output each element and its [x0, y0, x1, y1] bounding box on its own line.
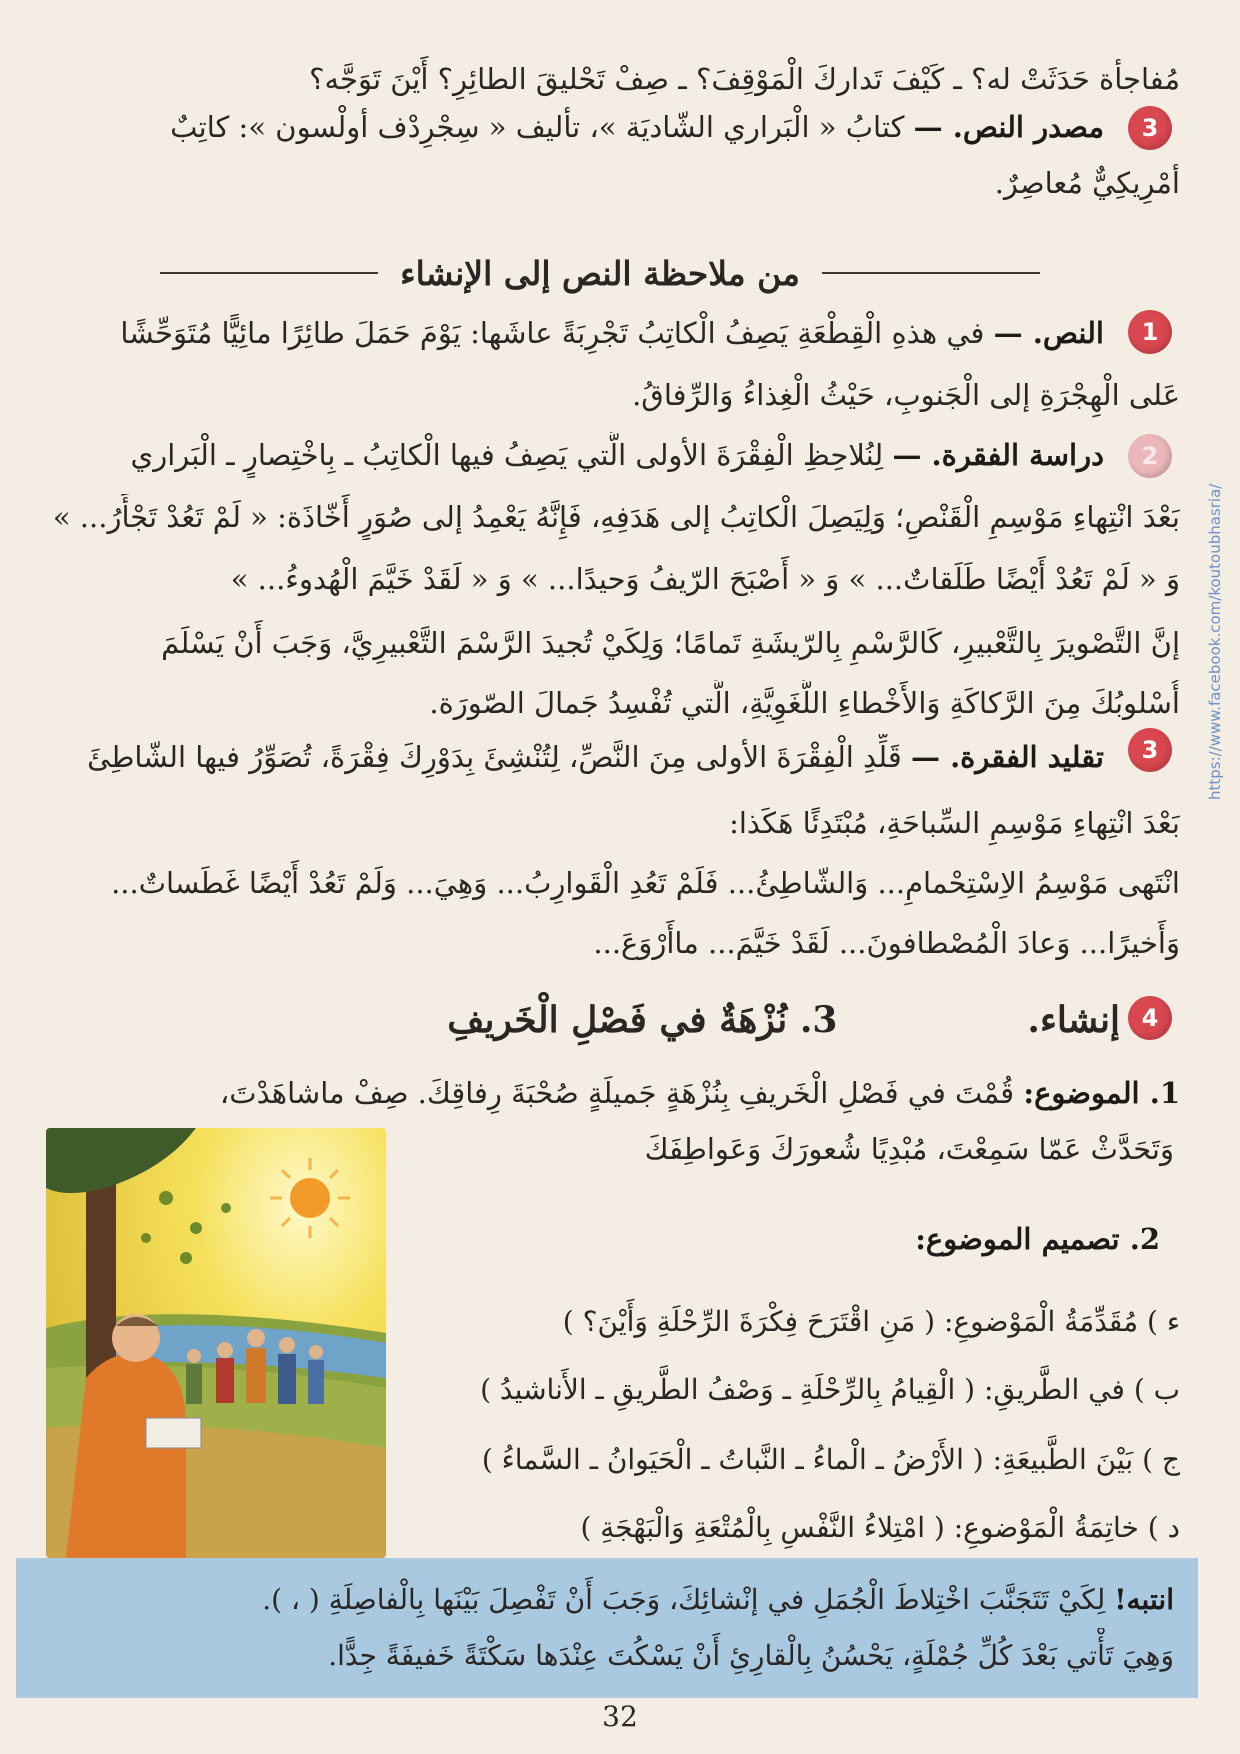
- item3-text-3: انْتَهى مَوْسِمُ الاِسْتِحْمامِ... وَالشّاطِئُ... فَلَمْ تَعُدِ الْقَوارِبُ... وَهِيَ... وَلَمْ تَعُدْ أَيْضًا غَطَساتٌ...: [111, 866, 1180, 900]
- notice-text-1: لِكَيْ تَتَجَنَّبَ اخْتِلاطَ الْجُمَلِ في إنْشائِكَ، وَجَبَ أَنْ تَفْصِلَ بَيْنَها بِالْفاصِلَةِ ( ، ).: [262, 1583, 1106, 1616]
- item2-number-badge: 2: [1128, 434, 1172, 478]
- insha-title: [330, 990, 1120, 1050]
- notice-label: انتبه!: [1114, 1583, 1174, 1616]
- item2-text-2: بَعْدَ انْتِهاءِ مَوْسِمِ الْقَنْصِ؛ وَلِيَصِلَ الْكاتِبُ إلى هَدَفِهِ، فَإِنَّهُ يَعْمِدُ إلى صُوَرٍ أَخّاذَة: « لَمْ تَعُدْ تَجْأَرُ... »: [52, 500, 1180, 534]
- item2-label: دراسة الفقرة. —: [892, 438, 1104, 472]
- topic-text-2: وَتَحَدَّثْ عَمّا سَمِعْتَ، مُبْدِيًا شُعورَكَ وَعَواطِفَكَ: [644, 1132, 1174, 1166]
- insha-number-badge: 4: [1128, 996, 1172, 1040]
- source-number-badge: 3: [1128, 106, 1172, 150]
- intro-questions: مُفاجأة حَدَثَتْ له؟ ـ كَيْفَ تَداركَ الْمَوْقِفَ؟ ـ صِفْ تَحْليقَ الطائِرِ؟ أَيْنَ تَوَجَّه؟: [309, 62, 1180, 96]
- plan-label: [420, 1216, 1160, 1262]
- item1-text-1: في هذهِ الْقِطْعَةِ يَصِفُ الْكاتِبُ تَجْرِبَةً عاشَها: يَوْمَ حَمَلَ طائِرًا مائِيًّا مُتَوَحِّشًا: [120, 316, 985, 350]
- insha-label: إنشاء.: [1027, 999, 1120, 1041]
- title-rule-right: [822, 272, 1040, 274]
- item2-text-4: إنَّ التَّصْويرَ بِالتَّعْبيرِ، كَالرَّسْمِ بِالرّيشَةِ تَمامًا؛ وَلِكَيْ تُجيدَ الرَّسْمَ التَّعْبيرِيَّ، وَجَبَ أَنْ يَسْلَمَ: [161, 626, 1180, 660]
- item2-line1: [14, 432, 1104, 478]
- item3-label: تقليد الفقرة. —: [910, 740, 1104, 774]
- item3-text-4: وَأَخيرًا... وَعادَ الْمُصْطافونَ... لَقَدْ خَيَّمَ... ماأَرْوَعَ...: [593, 926, 1180, 960]
- side-url-link[interactable]: https://www.facebook.com/koutoubhasria/: [1206, 483, 1224, 800]
- plan-item-a: ء ) مُقَدِّمَةُ الْمَوْضوعِ: ( مَنِ اقْتَرَحَ فِكْرَةَ الرِّحْلَةِ وَأَيْنَ؟ ): [562, 1305, 1180, 1338]
- plan-label-text: 2. تصميم الموضوع:: [915, 1222, 1160, 1256]
- item1-label: النص. —: [993, 316, 1104, 350]
- sun-icon: [290, 1178, 330, 1218]
- item3-number-badge: 3: [1128, 728, 1172, 772]
- plan-item-d: د ) خاتِمَةُ الْمَوْضوعِ: ( امْتِلاءُ النَّفْسِ بِالْمُتْعَةِ وَالْبَهْجَةِ ): [580, 1511, 1180, 1544]
- insha-subtitle: 3. نُزْهَةٌ في فَصْلِ الْخَريفِ: [447, 999, 838, 1041]
- source-text-2: أمْرِيكِيٌّ مُعاصِرٌ.: [994, 166, 1180, 200]
- plan-item-b: ب ) في الطَّريقِ: ( الْقِيامُ بِالرِّحْلَةِ ـ وَصْفُ الطَّريقِ ـ الأَناشيدُ ): [480, 1373, 1180, 1406]
- item3-text-1: قَلِّدِ الْفِقْرَةَ الأولى مِنَ النَّصِّ، لِتُنْشِئَ بِدَوْرِكَ فِقْرَةً، تُصَوِّرُ فيها الشّاطِئَ: [87, 740, 902, 774]
- item3-text-2: بَعْدَ انْتِهاءِ مَوْسِمِ السِّباحَةِ، مُبْتَدِئًا هَكَذا:: [729, 806, 1180, 840]
- topic-label: 1. الموضوع:: [1023, 1076, 1180, 1110]
- notice-line1: [40, 1572, 1174, 1628]
- source-label: مصدر النص. —: [913, 110, 1104, 144]
- item3-line1: [14, 734, 1104, 780]
- item1-number-badge: 1: [1128, 310, 1172, 354]
- illustration-image: [46, 1128, 386, 1558]
- item1-line1: [14, 310, 1104, 356]
- page-number: 32: [602, 1700, 638, 1733]
- item2-text-3: وَ « لَمْ تَعُدْ أَيْضًا طَلَقاتٌ... » وَ « أَصْبَحَ الرّيفُ وَحيدًا... » وَ « لَقَدْ خَيَّمَ الْهُدوءُ... »: [230, 562, 1180, 596]
- item1-text-2: عَلى الْهِجْرَةِ إلى الْجَنوبِ، حَيْثُ الْغِذاءُ وَالرِّفاقُ.: [632, 378, 1180, 412]
- item2-text-1: لِنُلاحِظِ الْفِقْرَةَ الأولى الَّتي يَصِفُ فيها الْكاتِبُ ـ بِاخْتِصارٍ ـ الْبَراري: [130, 438, 884, 472]
- section-title-text: من ملاحظة النص إلى الإنشاء: [400, 253, 800, 293]
- item2-text-5: أُسْلوبُكَ مِنَ الرَّكاكَةِ وَالأَخْطاءِ اللُّغَوِيَّةِ، الَّتي تُفْسِدُ جَمالَ الصّورَة.: [429, 686, 1180, 720]
- topic-line1: [14, 1070, 1180, 1116]
- topic-text-1: قُمْتَ في فَصْلِ الْخَريفِ بِنُزْهَةٍ جَميلَةٍ صُحْبَةَ رِفاقِكَ. صِفْ ماشاهَدْتَ،: [219, 1076, 1015, 1110]
- notice-text-2: وَهِيَ تَأْتي بَعْدَ كُلِّ جُمْلَةٍ، يَحْسُنُ بِالْقارِئِ أَنْ يَسْكُتَ عِنْدَها سَكْتَةً خَفيفَةً جِدًّا.: [328, 1639, 1174, 1672]
- notice-box: [16, 1558, 1198, 1698]
- title-rule-left: [160, 272, 378, 274]
- section-title: [160, 248, 1040, 298]
- source-line1: [14, 104, 1104, 150]
- plan-item-c: ج ) بَيْنَ الطَّبيعَةِ: ( الأَرْضُ ـ الْماءُ ـ النَّباتُ ـ الْحَيَوانُ ـ السَّماءُ ): [481, 1443, 1180, 1476]
- source-text-1: كتابُ « الْبَراري الشّاديَة »، تأليف « سِجْرِدْف أولْسون »: كاتِبٌ: [170, 110, 905, 144]
- autumn-outing-illustration: [46, 1128, 386, 1558]
